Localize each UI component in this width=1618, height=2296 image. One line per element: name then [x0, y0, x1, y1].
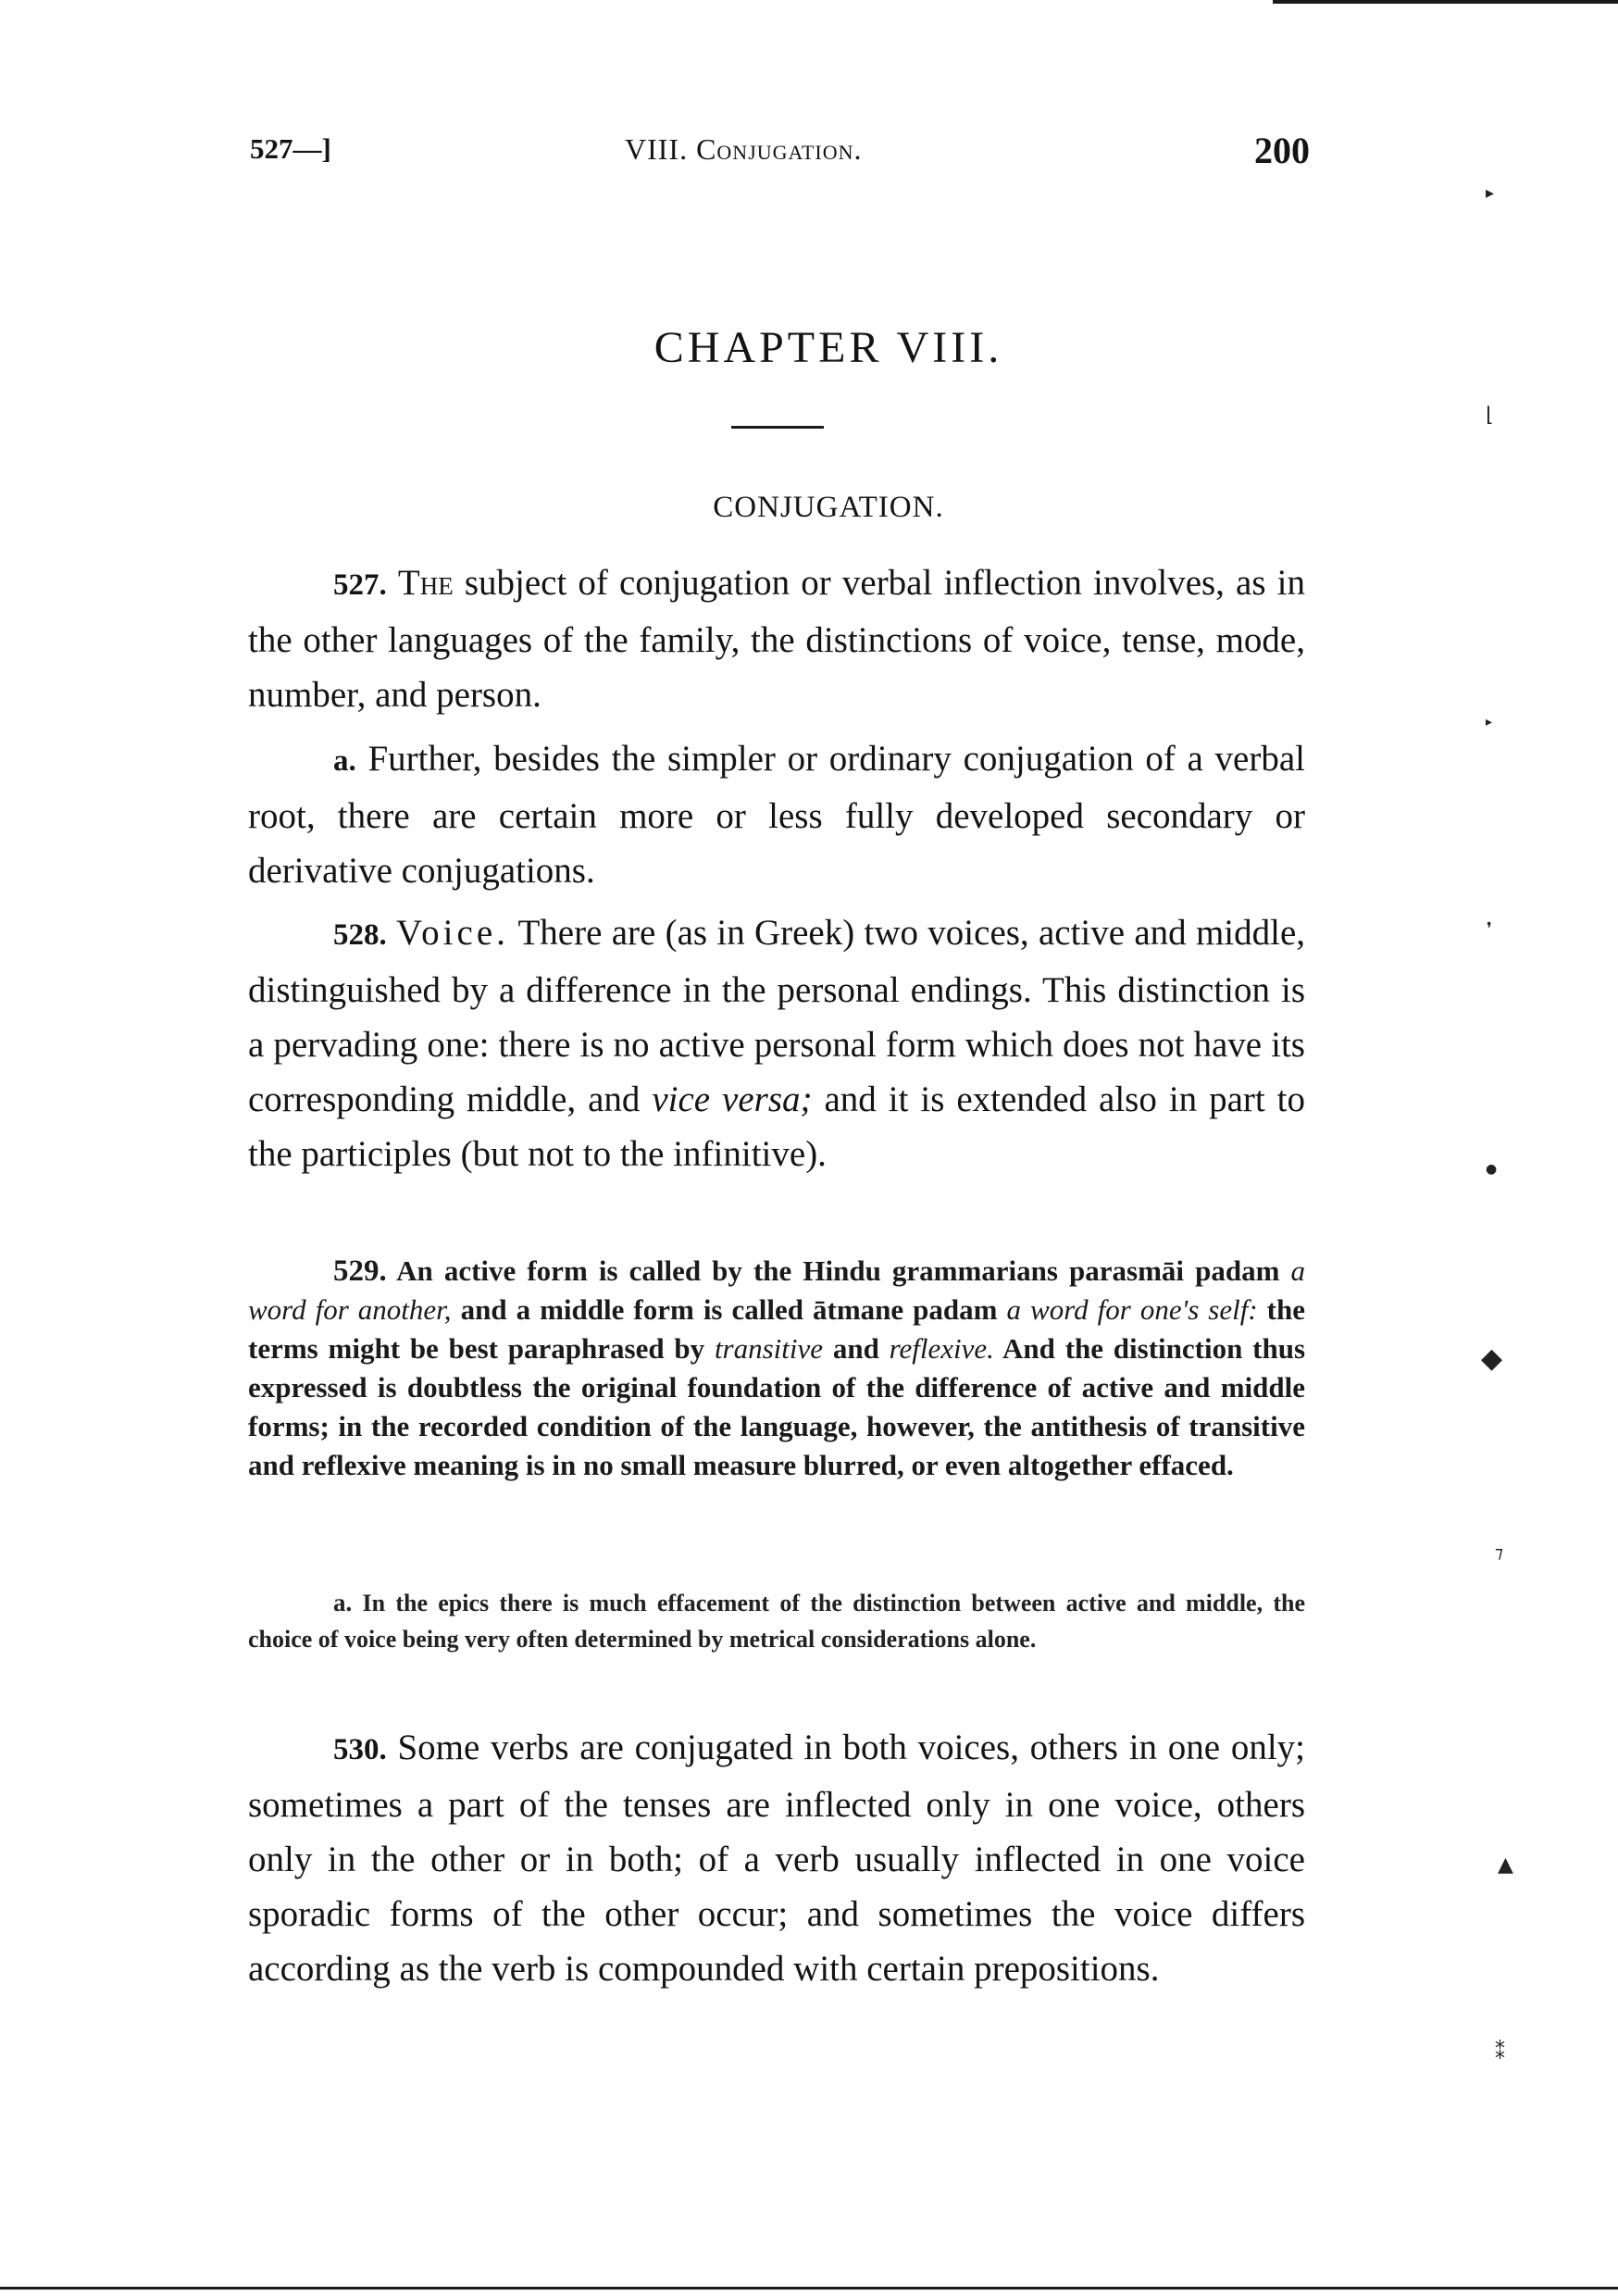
- sanskrit-term: ātmane padam: [813, 1293, 998, 1326]
- paragraph-text: and a middle form is called: [460, 1293, 803, 1326]
- paragraph-lead-word: The: [397, 563, 454, 603]
- running-head: [250, 125, 1310, 181]
- paragraph-text: An active form is called by the Hindu grammarians: [396, 1254, 1058, 1287]
- paragraph-italic: vice versa;: [652, 1079, 813, 1119]
- paragraph-529: [248, 1252, 1305, 1485]
- paragraph-text: subject of conjugation or verbal inflection involves, as in the other languages of the family, the distinctions of voice, tense, mode, number, and person.: [248, 563, 1305, 715]
- paragraph-text: Some verbs are conjugated in both voices, others in one only; sometimes a part of the tenses are inflected only in one voice, others only in the other or in both; of a verb usually inflected in one voice sporadic forms of the other occur; and sometimes the voice differs according as the verb is compounded with certain prepositions.: [248, 1728, 1305, 1989]
- paragraph-527a: [248, 731, 1305, 898]
- paragraph-528: [248, 905, 1305, 1181]
- paragraph-530: [248, 1720, 1305, 1996]
- scan-edge-line-bottom: [0, 2287, 1618, 2290]
- term-gloss: a word for another,: [248, 1254, 1306, 1326]
- paragraph-529a: [248, 1585, 1305, 1657]
- margin-speck-mark: ⌊: [1486, 404, 1494, 427]
- paragraph-number: a.: [333, 1589, 353, 1616]
- paragraph-527: [248, 555, 1305, 722]
- margin-speck-mark: ⁑: [1495, 2041, 1505, 2065]
- scan-edge-line-top: [1273, 0, 1618, 4]
- chapter-rule: [731, 426, 824, 429]
- paragraph-number: 527.: [333, 568, 387, 602]
- paragraph-text: And the distinction thus expressed is doubtless the original foundation of the difference of active and middle forms; in the recorded condition of the language, however, the antithesis of transitive and reflexive meaning is in no small measure blurred, or even altogether effaced.: [248, 1332, 1306, 1481]
- margin-speck-mark: ▲: [1498, 1853, 1513, 1877]
- paragraph-text: and: [832, 1332, 879, 1365]
- paragraph-number: 530.: [333, 1733, 387, 1766]
- paragraph-text: and it is extended also in part to the participles (but not to the infinitive).: [248, 1079, 1306, 1174]
- sanskrit-term: parasmāi padam: [1069, 1254, 1280, 1287]
- paragraph-number: 529.: [333, 1254, 387, 1288]
- section-range: 527—]: [250, 132, 331, 165]
- margin-speck-mark: ▸: [1486, 183, 1495, 203]
- paragraph-italic: reflexive.: [889, 1332, 994, 1365]
- paragraph-heading: Voice.: [396, 913, 509, 953]
- paragraph-text: the terms might be best paraphrased by: [248, 1293, 1305, 1365]
- margin-speck-mark: ◆: [1481, 1342, 1503, 1375]
- margin-speck-mark: ❜: [1487, 919, 1492, 939]
- margin-speck-mark: ▸: [1486, 715, 1493, 730]
- paragraph-text: In the epics there is much effacement of the distinction between active and middle, the choice of voice being very often determined by metrical considerations alone.: [248, 1590, 1305, 1653]
- chapter-title: CHAPTER VIII.: [653, 323, 1003, 372]
- paragraph-number: 528.: [333, 918, 387, 952]
- paragraph-text: Further, besides the simpler or ordinary conjugation of a verbal root, there are certain more or less fully developed secondary or derivative conjugations.: [248, 739, 1305, 891]
- paragraph-number: a.: [333, 744, 356, 778]
- running-title: VIII. Conjugation.: [625, 132, 863, 166]
- section-title: CONJUGATION.: [713, 491, 944, 524]
- paragraph-italic: transitive: [714, 1332, 824, 1365]
- page-number: 200: [1254, 130, 1310, 171]
- paragraph-text: There are (as in Greek) two voices, active and middle, distinguished by a difference in the personal endings. This distinction is a pervading one: there is no active personal form which does not have its corresponding middle, and: [248, 913, 1306, 1119]
- term-gloss: a word for one's self:: [1006, 1293, 1258, 1326]
- margin-speck-mark: ●: [1486, 1162, 1498, 1177]
- margin-speck-mark: ⁊: [1495, 1543, 1503, 1563]
